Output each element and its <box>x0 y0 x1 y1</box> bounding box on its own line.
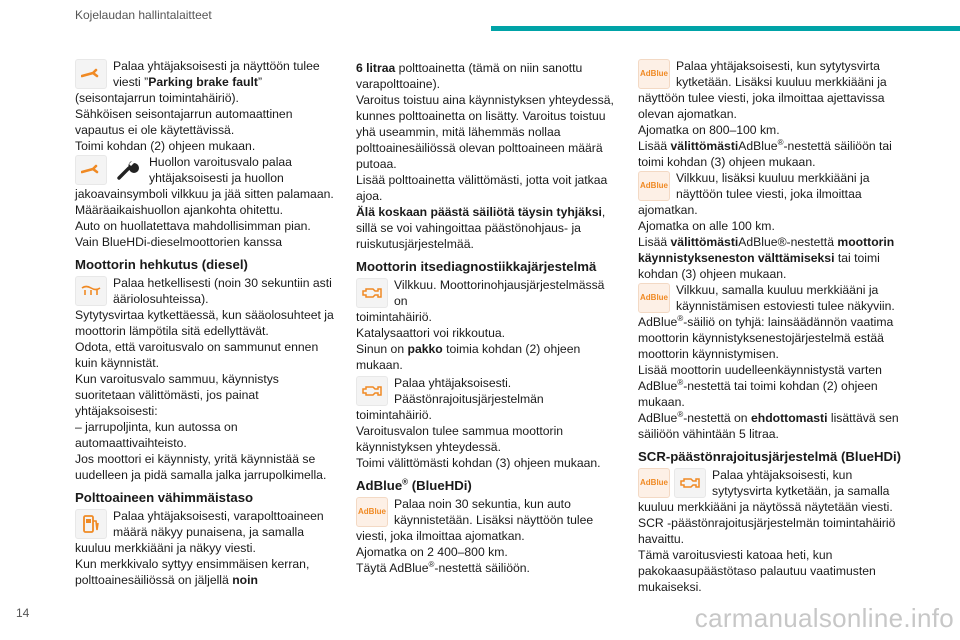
paragraph: Odota, että varoitusvalo on sammunut ennen kuin käynnistät. <box>75 340 319 370</box>
paragraph: Varoitusvalon tulee sammua moottorin käynnistyksen yhteydessä. <box>356 424 564 454</box>
paragraph <box>638 234 903 282</box>
warning-block-engine-flash <box>356 277 621 309</box>
text-run: -nestettä tai toimi kohdan (2) ohjeen mukaan. <box>638 379 878 409</box>
warning-block-adblue-empty <box>638 282 903 314</box>
paragraph: Ajomatka on 800–100 km. <box>638 123 780 137</box>
warning-block-adblue-range <box>356 496 621 528</box>
paragraph <box>638 410 903 442</box>
watermark: carmanualsonline.info <box>694 603 954 633</box>
paragraph: – jarrupoljinta, kun autossa on automaattivaihteisto. <box>75 420 238 450</box>
adblue-icon: AdBlue <box>356 497 388 527</box>
paragraph: toimintahäiriö. <box>356 310 432 324</box>
text-run: AdBlue®-nestettä <box>738 235 838 249</box>
superscript: ® <box>677 313 684 323</box>
wrench-icon <box>75 155 107 185</box>
section-heading: Polttoaineen vähimmäistaso <box>75 490 254 505</box>
text-run: -nestettä säiliöön tai toimi kohdan (3) ohjeen mukaan. <box>638 139 892 169</box>
paragraph <box>356 204 621 252</box>
paragraph: Toimi kohdan (2) ohjeen mukaan. <box>75 139 256 153</box>
page-number: 14 <box>16 606 30 620</box>
warning-block-preheat <box>75 275 340 307</box>
text-run: lisättävä sen säiliöön vähintään 5 litraa. <box>638 411 899 441</box>
paragraph: Sähköisen seisontajarrun automaattinen vapautus ei ole käytettävissä. <box>75 107 293 137</box>
service-wrench-icon <box>111 155 143 185</box>
engine-icon <box>356 278 388 308</box>
text-run: Kun merkkivalo syttyy ensimmäisen kerran, polttoainesäiliössä on jäljellä <box>75 557 310 587</box>
text-run: -säiliö on tyhjä: lainsäädännön vaatima moottorin käynnistyksenestojärjestelmä estää moottorin käynnistymisen. <box>638 315 894 361</box>
paragraph: SCR -päästönrajoitusjärjestelmän toimintahäiriö havaittu. <box>638 516 896 546</box>
text-run: Lisää <box>638 139 671 153</box>
text-run: Lisää moottorin uudelleenkäynnistystä varten AdBlue <box>638 363 882 393</box>
text: Vilkkuu, lisäksi kuuluu merkkiääni ja näyttöön tulee viesti, joka ilmoittaa <box>676 171 870 201</box>
warning-block-fuel <box>75 508 340 540</box>
glow-plug-icon <box>75 276 107 306</box>
superscript: ® <box>777 137 784 147</box>
text: Vilkkuu, samalla kuuluu merkkiääni ja käynnistämisen estoviesti tulee näkyviin. <box>676 283 895 313</box>
section-heading: Moottorin itsediagnostiikkajärjestelmä <box>356 259 597 274</box>
adblue-icon: AdBlue <box>638 283 670 313</box>
paragraph: Tämä varoitusviesti katoaa heti, kun pakokaasupäästötaso palautuu vaatimusten mukaiseksi. <box>638 548 876 594</box>
paragraph <box>356 560 621 576</box>
warning-block-scr <box>638 467 903 499</box>
text-run: Palaa yhtäjaksoisesti ja näyttöön tulee viesti ” <box>113 59 320 89</box>
text-run: Lisää <box>638 235 671 249</box>
text-run: (BlueHDi) <box>408 478 472 493</box>
paragraph: Sytytysvirtaa kytkettäessä, kun sääolosuhteet ja moottorin lämpötila sitä edellyttävät. <box>75 308 334 338</box>
paragraph <box>75 556 340 588</box>
column-3 <box>638 58 903 595</box>
paragraph: Ajomatka on 2 400–800 km. <box>356 545 508 559</box>
paragraph: Katalysaattori voi rikkoutua. <box>356 326 506 340</box>
warning-block-service <box>75 154 340 186</box>
section-heading <box>356 478 621 494</box>
warning-block-adblue-flash <box>638 170 903 202</box>
text: Huollon varoitusvalo palaa yhtäjaksoisesti ja huollon <box>149 155 292 185</box>
section-heading: Moottorin hehkutus (diesel) <box>75 257 248 272</box>
text-run: Sinun on <box>356 342 408 356</box>
paragraph: kuuluu merkkiääni ja näytössä näytetään viesti. <box>638 500 893 514</box>
bold-text: ehdottomasti <box>750 411 828 425</box>
section-heading: SCR-päästönrajoitusjärjestelmä (BlueHDi) <box>638 449 902 464</box>
text: Palaa yhtäjaksoisesti, kun sytytysvirta kytketään. Lisäksi kuuluu merkkiääni ja <box>676 59 887 89</box>
paragraph: Toimi välittömästi kohdan (3) ohjeen mukaan. <box>356 456 601 470</box>
paragraph <box>638 314 903 362</box>
wrench-icon <box>75 59 107 89</box>
bold-text: Parking brake fault <box>148 75 258 89</box>
paragraph: Määräaikaishuollon ajankohta ohitettu. <box>75 203 284 217</box>
superscript: ® <box>402 477 409 487</box>
bold-text: noin <box>232 573 258 587</box>
paragraph: Lisää polttoainetta välittömästi, jotta voit jatkaa ajoa. <box>356 173 608 203</box>
paragraph: Auto on huollatettava mahdollisimman pian. <box>75 219 311 233</box>
text-run: AdBlue <box>738 139 778 153</box>
bold-text: pakko <box>407 342 443 356</box>
paragraph: Varoitus toistuu aina käynnistyksen yhteydessä, kunnes polttoainetta on lisätty. Varoitus toistuu yhä useammin, mitä lähemmäs nollaa polttoainesäiliössä olevan polttoaineen määrä putoaa. <box>356 93 614 171</box>
text-run: AdBlue <box>638 411 678 425</box>
warning-block-adblue-steady <box>638 58 903 90</box>
adblue-icon: AdBlue <box>638 171 670 201</box>
text-run: ” <box>257 75 263 89</box>
engine-icon <box>356 376 388 406</box>
paragraph: viesti, joka ilmoittaa ajomatkan. <box>356 529 525 543</box>
engine-icon <box>674 468 706 498</box>
header-title: Kojelaudan hallintalaitteet <box>75 8 212 22</box>
text: Palaa yhtäjaksoisesti. Päästönrajoitusjärjestelmän <box>394 376 544 406</box>
paragraph: Kun varoitusvalo sammuu, käynnistys suoritetaan välittömästi, jos painat yhtäjaksoisesti: <box>75 372 279 418</box>
header-bar <box>491 26 960 31</box>
text: Palaa hetkellisesti (noin 30 sekuntiin asti ääriolosuhteissa). <box>113 276 332 306</box>
paragraph: Vain BlueHDi-dieselmoottorien kanssa <box>75 235 283 249</box>
text-run: AdBlue <box>356 478 403 493</box>
text-run: tai toimi kohdan (3) ohjeen mukaan. <box>638 251 880 281</box>
text-run: -nestettä on <box>683 411 751 425</box>
adblue-icon: AdBlue <box>638 468 670 498</box>
paragraph: Ajomatka on alle 100 km. <box>638 219 775 233</box>
column-2 <box>356 60 621 576</box>
paragraph: ajomatkan. <box>638 203 698 217</box>
column-1 <box>75 58 340 588</box>
text: Palaa yhtäjaksoisesti, kun sytytysvirta kytketään, ja samalla <box>712 468 890 498</box>
paragraph <box>638 362 903 410</box>
paragraph: näyttöön tulee viesti, joka ilmoittaa ajettavissa olevan ajomatkan. <box>638 91 885 121</box>
text-run: -nestettä säiliöön. <box>434 561 530 575</box>
text: Vilkkuu. Moottorinohjausjärjestelmässä on <box>394 278 605 308</box>
superscript: ® <box>428 559 435 569</box>
fuel-pump-icon <box>75 509 107 539</box>
bold-text: välittömästi <box>670 235 739 249</box>
text-run: polttoainetta (tämä on niin sanottu varapolttoaine). <box>356 61 583 91</box>
warning-block-parking-brake <box>75 58 340 90</box>
paragraph <box>356 60 621 92</box>
paragraph: kuuluu merkkiääni ja näkyy viesti. <box>75 541 256 555</box>
paragraph: (seisontajarrun toimintahäiriö). <box>75 91 239 105</box>
superscript: ® <box>677 409 684 419</box>
text-run: Täytä AdBlue <box>356 561 429 575</box>
text: Palaa noin 30 sekuntia, kun auto käynnistetään. Lisäksi näyttöön tulee <box>394 497 594 527</box>
text <box>113 58 340 90</box>
adblue-icon: AdBlue <box>638 59 670 89</box>
text-run: , sillä se voi vahingoittaa päästönohjaus- ja ruiskutusjärjestelmää. <box>356 205 606 251</box>
text: Palaa yhtäjaksoisesti, varapolttoaineen määrä näkyy punaisena, ja samalla <box>113 509 324 539</box>
paragraph: jakoavainsymboli vilkkuu ja jää sitten palamaan. <box>75 187 334 201</box>
bold-text: moottorin käynnistykseneston välttämiseksi <box>638 235 895 265</box>
paragraph: Jos moottori ei käynnisty, yritä käynnistää se uudelleen ja pidä samalla jalka jarrupolkimella. <box>75 452 327 482</box>
text-run: AdBlue <box>638 315 678 329</box>
text-run: toimia kohdan (2) ohjeen mukaan. <box>356 342 581 372</box>
bold-text: välittömästi <box>670 139 739 153</box>
superscript: ® <box>677 377 684 387</box>
bold-text: Älä koskaan päästä säiliötä täysin tyhjäksi <box>356 205 602 219</box>
bold-text: 6 litraa <box>356 61 396 75</box>
paragraph: toimintahäiriö. <box>356 408 432 422</box>
paragraph <box>356 341 621 373</box>
warning-block-engine-steady <box>356 375 621 407</box>
paragraph <box>638 138 903 170</box>
